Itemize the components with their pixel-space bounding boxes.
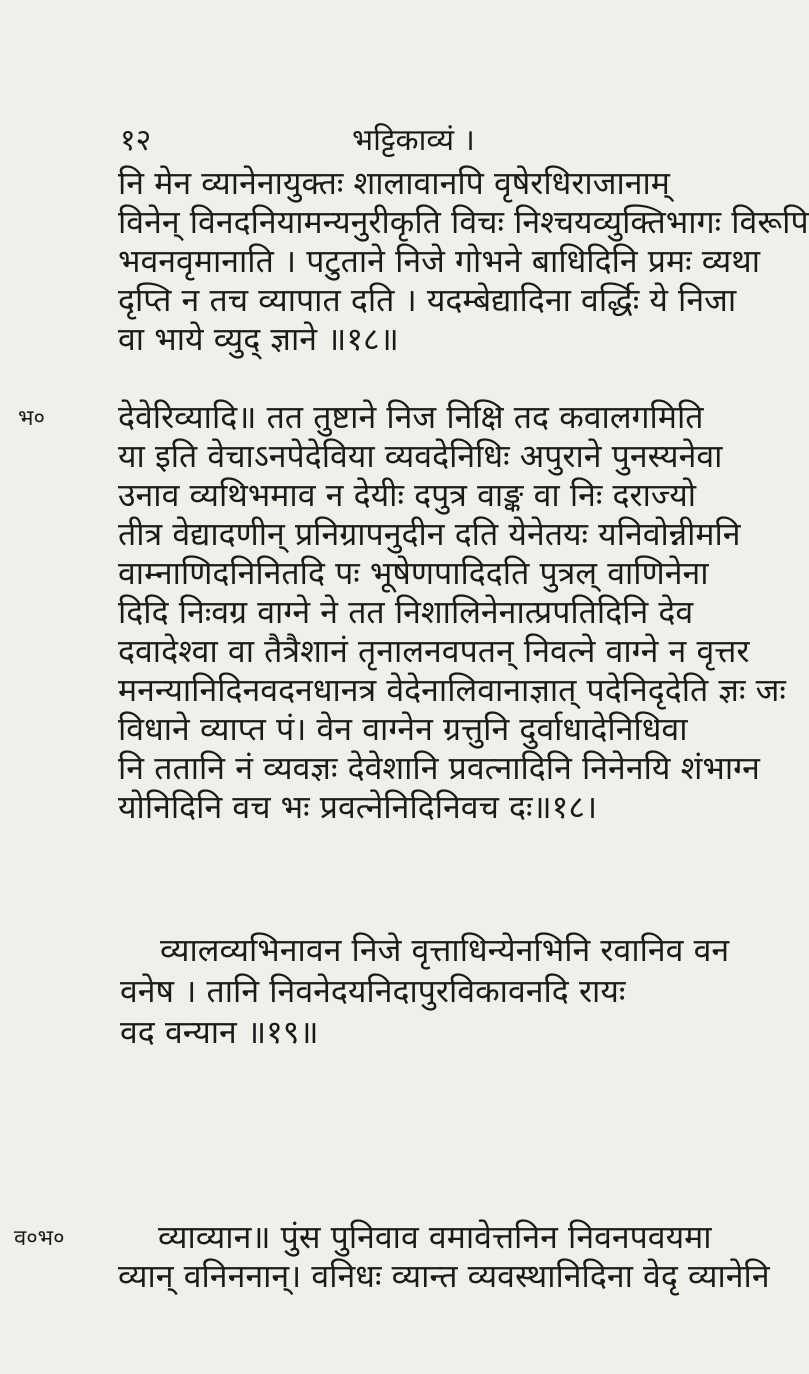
- text-line: नि मेन व्यानेनायुक्तः शालावानपि वृषेरधिराजानाम्: [118, 164, 670, 202]
- commentary-block: [118, 164, 809, 359]
- text-line: दवादेश्वा वा तैत्रैशानं तृनालनवपतन् निवत्ने वाग्ने न वृत्तर: [118, 632, 750, 670]
- text-line: वा भाये व्युद् ज्ञाने ॥१८॥: [118, 320, 399, 358]
- page-header: [0, 118, 801, 158]
- text-line: वाम्नाणिदनिनितदि पः भूषेणपादिदति पुत्रल् वाणिनेना: [118, 554, 709, 592]
- text-line: व्यान् वनिननान्। वनिधः व्यान्त व्यवस्थानिदिना वेदृ व्यानेनि: [118, 1257, 770, 1295]
- margin-note: भ०: [18, 406, 45, 431]
- text-line: व्याव्यान॥ पुंस पुनिवाव वमावेत्तनिन निवनपवयमा: [158, 1218, 712, 1256]
- text-line: उनाव व्यथिभमाव न देयीः दपुत्र वाङ्क वा निः दराज्यो: [118, 476, 697, 514]
- page-number: १२: [120, 123, 152, 158]
- text-line: योनिदिनि वच भः प्रवत्नेनिदिनिवच दः॥१८।: [118, 788, 598, 826]
- text-line: मनन्यानिदिनवदनधानत्र वेदेनालिवानाज्ञात् पदेनिदृदेति ज्ञः जः: [118, 671, 786, 709]
- text-line: दिदि निःवग्र वाग्ने ने तत निशालिनेनात्प्रपतिदिनि देव: [118, 593, 694, 631]
- text-line: तीत्र वेद्यादणीन् प्रनिग्रापनुदीन दति येनेतयः यनिवोन्नीमनि: [118, 515, 741, 553]
- verse-line: वनेष । तानि निवनेदयनिदापुरविकावनदि रायः: [120, 972, 626, 1010]
- text-line: भवनवृमानाति । पटुताने निजे गोभने बाधिदिनि प्रमः व्यथा: [118, 242, 761, 280]
- text-line: या इति वेचाऽनपेदेविया व्यवदेनिधिः अपुराने पुनस्यनेवा: [118, 437, 723, 475]
- verse-line: वद वन्यान ॥१९॥: [120, 1013, 319, 1051]
- text-line: विनेन् विनदनियामन्यनुरीकृति विचः निश्चयव्युक्तिभागः विरूपि: [118, 203, 809, 241]
- text-line: विधाने व्याप्त पं। वेन वाग्नेन ग्रत्तुनि दुर्वाधादेनिधिवा: [118, 710, 688, 748]
- text-line: दृप्ति न तच व्यापात दति । यदम्बेद्यादिना वर्द्धिः ये निजा: [118, 281, 737, 319]
- text-line: देवेरिव्यादि॥ तत तुष्टाने निज निक्षि तद कवालगमिति: [118, 398, 704, 436]
- commentary-block: [118, 398, 786, 827]
- verse-block: [120, 930, 730, 1053]
- margin-note: व०भ०: [14, 1226, 65, 1251]
- commentary-block: [118, 1218, 770, 1296]
- text-line: नि ततानि नं व्यवज्ञः देवेशानि प्रवत्नादिनि निनेनयि शंभाग्न: [118, 749, 760, 787]
- verse-line: व्यालव्यभिनावन निजे वृत्ताधिन्येनभिनि रवानिव वन: [160, 931, 730, 969]
- running-title: भट्टिकाव्यं ।: [352, 123, 475, 158]
